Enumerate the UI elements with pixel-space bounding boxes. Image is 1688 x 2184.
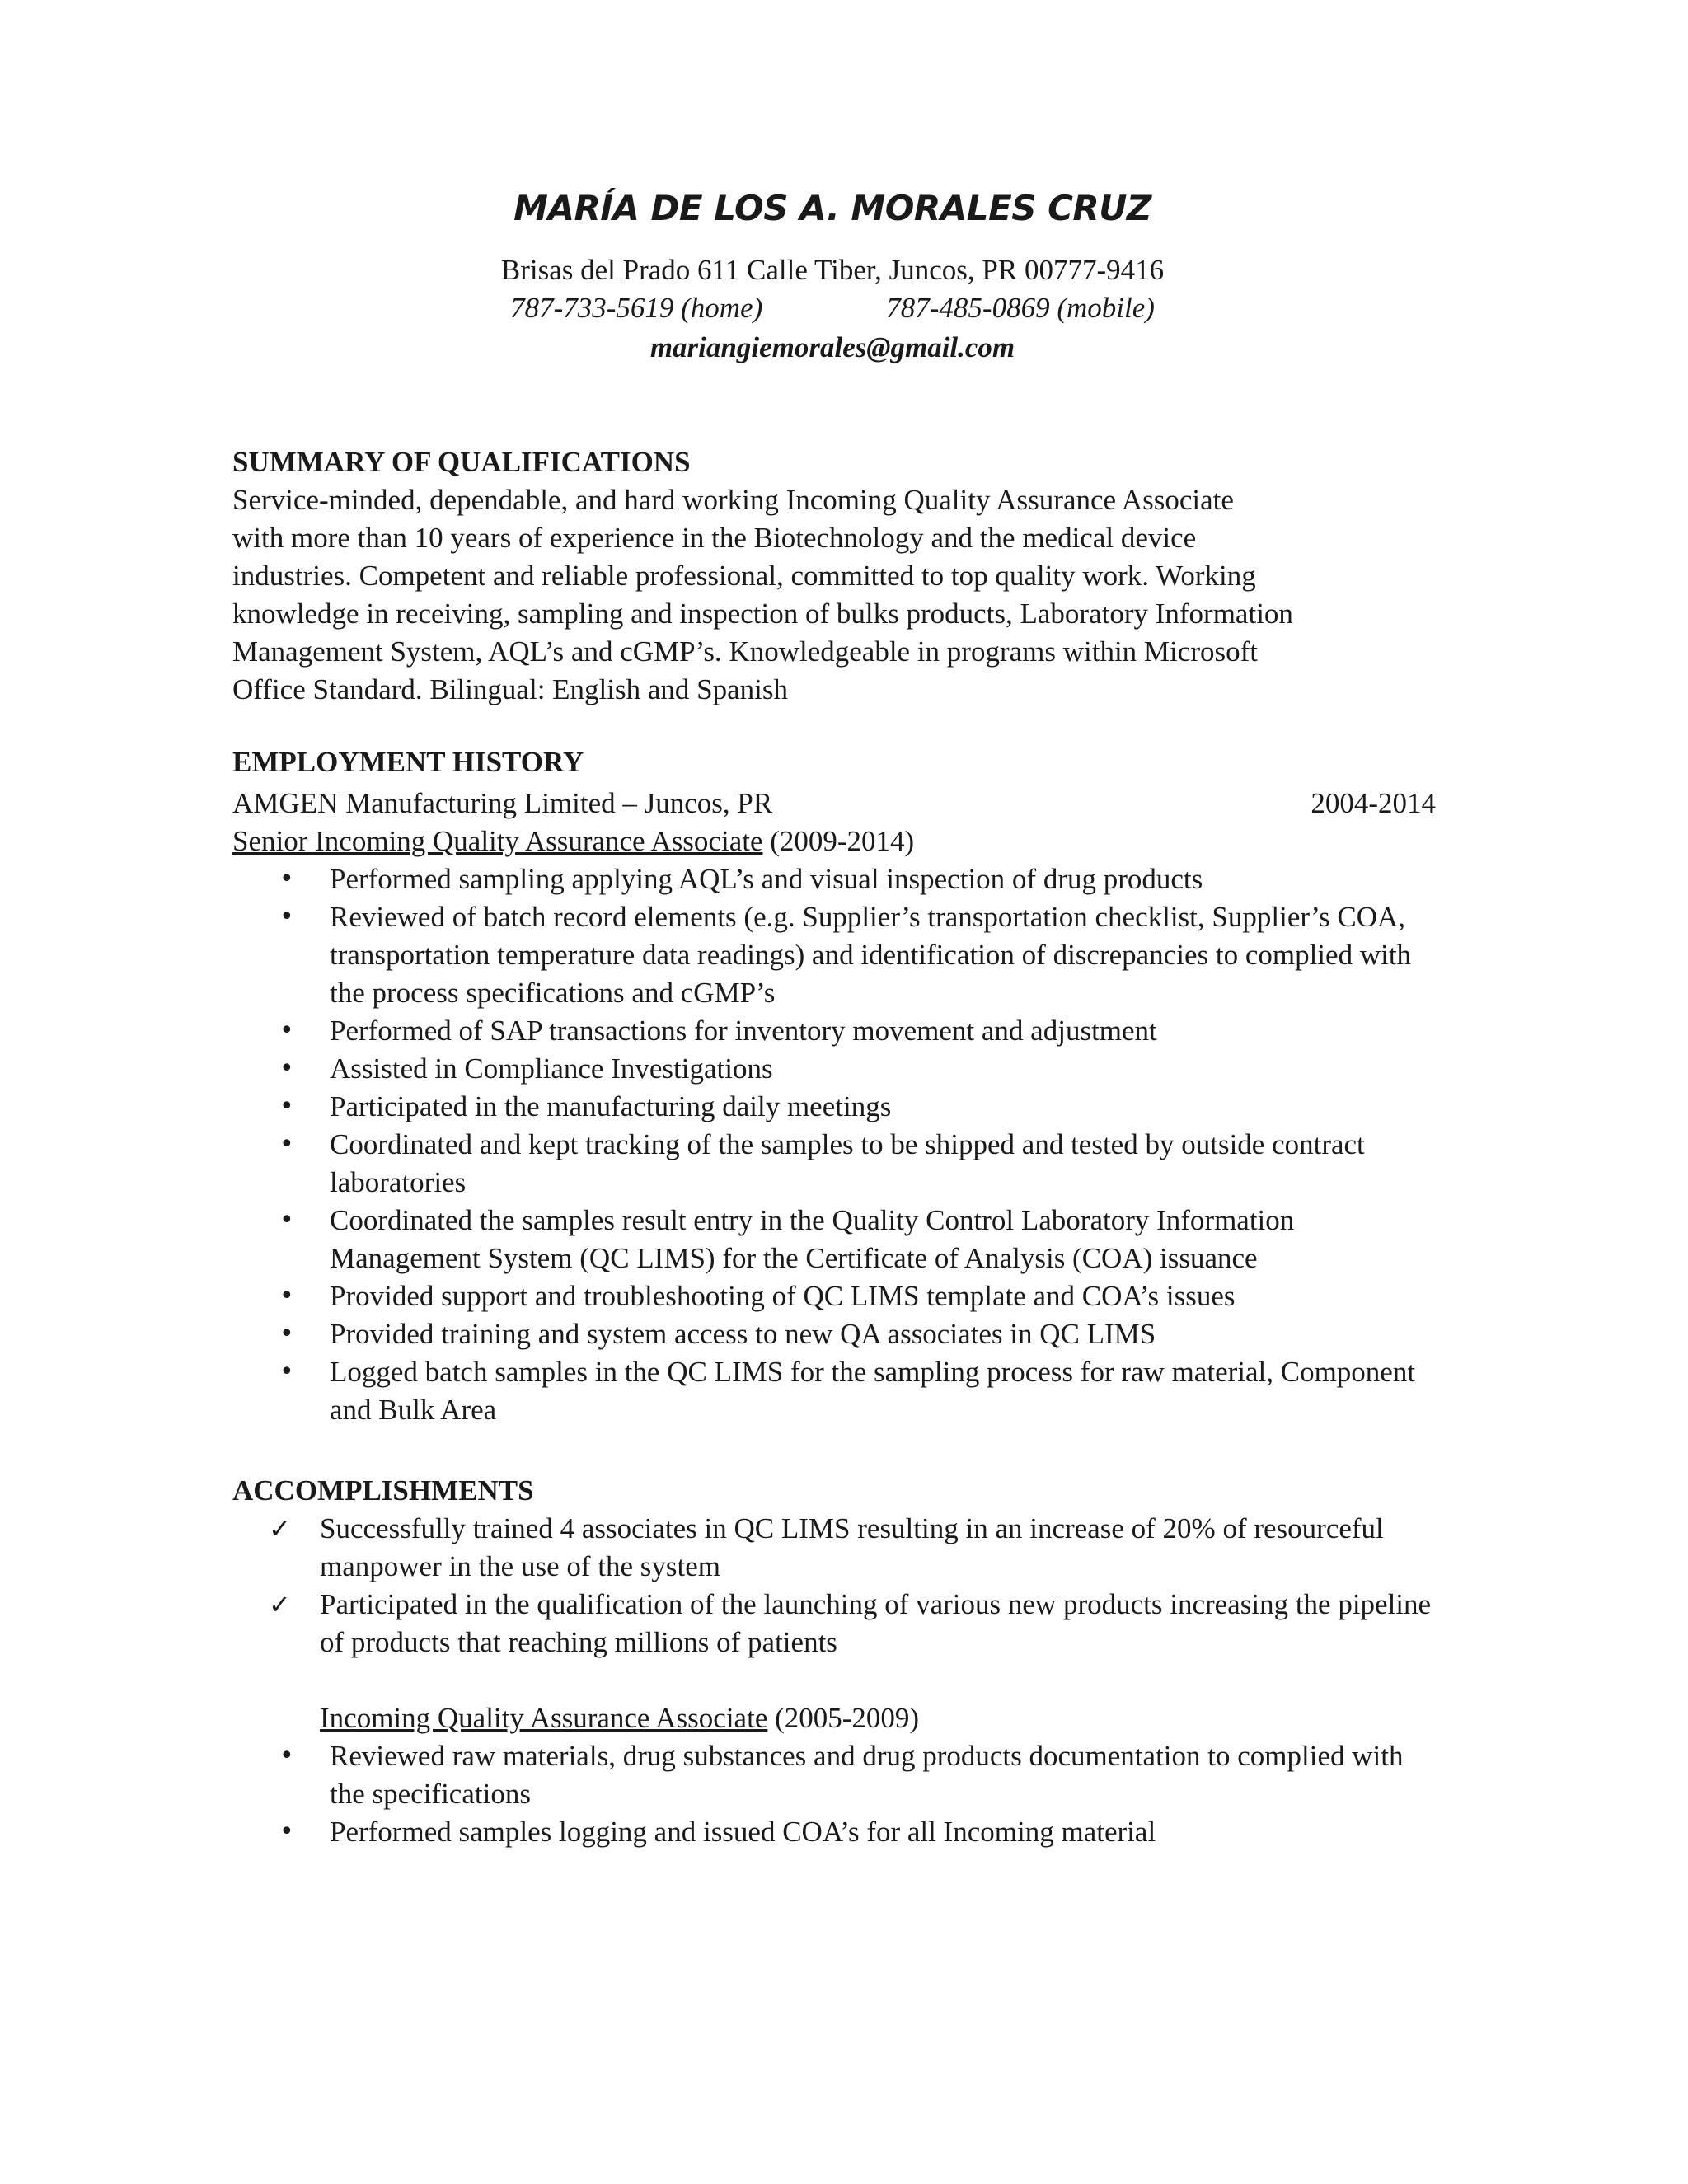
employment-section [232,743,1436,1429]
phone-numbers [0,293,1665,322]
list-item: • Performed sampling applying AQL’s and visual inspection of drug products [232,860,1436,898]
senior-role-bullets [232,860,1436,1429]
email: mariangiemorales@gmail.com [649,331,1015,363]
list-item: • Assisted in Compliance Investigations [232,1050,1436,1088]
summary-line: with more than 10 years of experience in the Biotechnology and the medical device [232,522,1197,554]
summary-line: Office Standard. Bilingual: English and Spanish [232,673,788,705]
company-row [232,785,1436,823]
incoming-role-bullets [232,1737,1436,1851]
list-item: ✓ Successfully trained 4 associates in QC LIMS resulting in an increase of 20% of resourceful manpower in the use of the system [232,1510,1436,1586]
accomplishments-list [232,1510,1436,1661]
list-item: ✓ Participated in the qualification of the launching of various new products increasing the pipeline of products that reaching millions of patients [232,1586,1436,1661]
role-title: Senior Incoming Quality Assurance Associate [232,825,763,857]
list-item: • Performed samples logging and issued COA’s for all Incoming material [232,1813,1436,1851]
phone-mobile: 787-485-0869 (mobile) [886,292,1155,324]
list-item: • Reviewed of batch record elements (e.g. Supplier’s transportation checklist, Supplier’s COA, transportation temperature data readings) and identification of discrepancies to complied with the process specifications and cGMP’s [232,898,1436,1012]
summary-line: knowledge in receiving, sampling and inspection of bulks products, Laboratory Information [232,598,1293,630]
list-item: • Participated in the manufacturing daily meetings [232,1088,1436,1126]
summary-line: industries. Competent and reliable professional, committed to top quality work. Working [232,560,1256,592]
role-incoming [232,1699,1436,1737]
summary-line: Service-minded, dependable, and hard working Incoming Quality Assurance Associate [232,484,1234,516]
company-years: 2004-2014 [1311,787,1436,819]
accomplishments-section [232,1472,1436,1851]
list-item: • Provided support and troubleshooting of QC LIMS template and COA’s issues [232,1277,1436,1315]
accomplishments-heading: ACCOMPLISHMENTS [232,1474,534,1507]
list-item: • Logged batch samples in the QC LIMS for the sampling process for raw material, Component and Bulk Area [232,1353,1436,1429]
address: Brisas del Prado 611 Calle Tiber, Juncos, PR 00777-9416 [500,254,1165,286]
phone-home: 787-733-5619 (home) [510,292,763,324]
summary-line: Management System, AQL’s and cGMP’s. Knowledgeable in programs within Microsoft [232,635,1258,668]
list-item: • Provided training and system access to new QA associates in QC LIMS [232,1315,1436,1353]
role-years: (2009-2014) [770,825,915,857]
employment-heading: EMPLOYMENT HISTORY [232,746,584,778]
role-senior [232,823,1436,860]
list-item: • Coordinated the samples result entry in the Quality Control Laboratory Information Management System (QC LIMS) for the Certificate of Analysis (COA) issuance [232,1202,1436,1277]
role-title: Incoming Quality Assurance Associate [320,1702,768,1734]
summary-heading: SUMMARY OF QUALIFICATIONS [232,446,691,478]
summary-section [232,443,1436,709]
candidate-name: MARÍA DE LOS A. MORALES CRUZ [513,188,1151,228]
list-item: • Performed of SAP transactions for inventory movement and adjustment [232,1012,1436,1050]
company-name: AMGEN Manufacturing Limited – Juncos, PR [232,787,773,819]
role-years: (2005-2009) [775,1702,920,1734]
list-item: • Coordinated and kept tracking of the samples to be shipped and tested by outside contract laboratories [232,1126,1436,1202]
list-item: • Reviewed raw materials, drug substances and drug products documentation to complied with the specifications [232,1737,1436,1813]
